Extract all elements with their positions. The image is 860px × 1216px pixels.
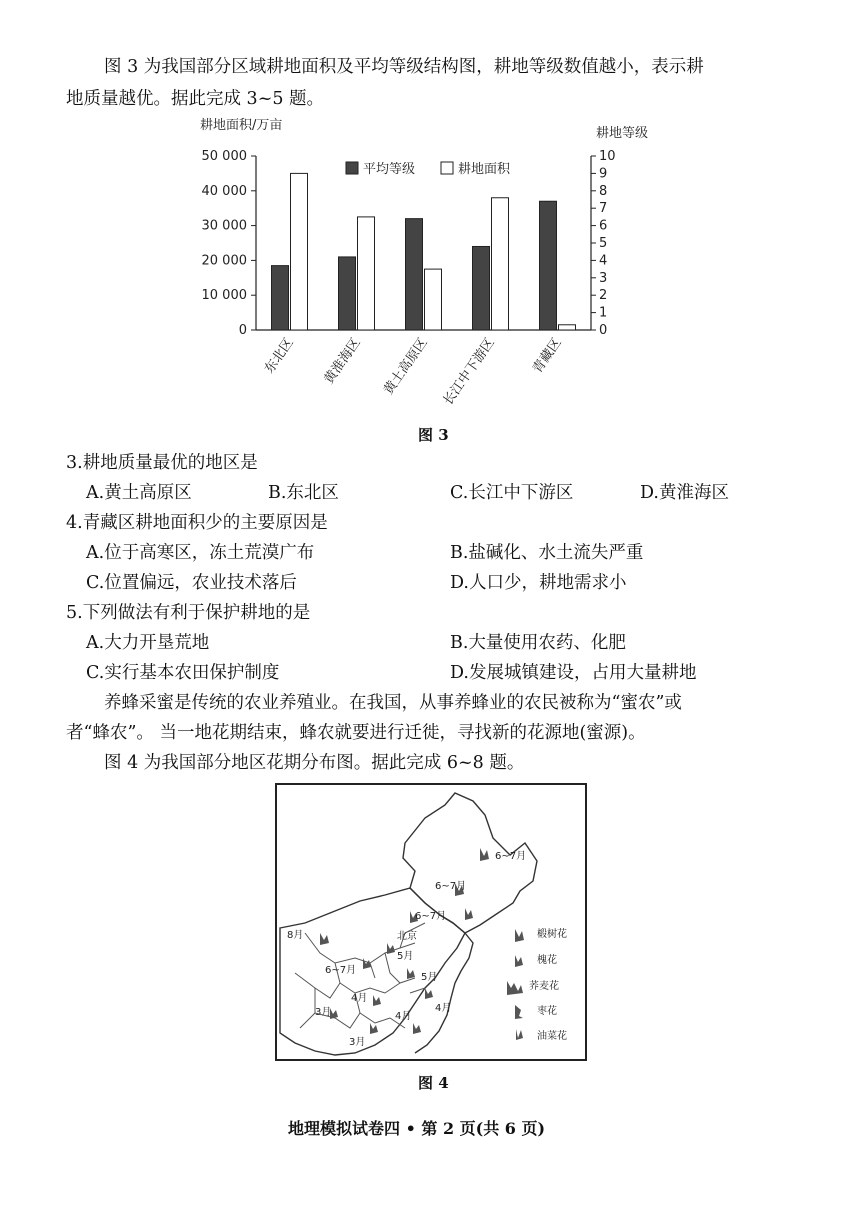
q4-option-b: B.盐碱化、水土流失严重 [450,543,644,563]
left-tick-label: 40 000 [201,183,247,199]
passage-line-3: 图 4 为我国部分地区花期分布图。据此完成 6~8 题。 [104,753,525,773]
left-tick-label: 30 000 [201,218,247,234]
legend-swatch-1 [346,162,358,174]
q3-option-b: B.东北区 [268,483,339,503]
left-tick-label: 0 [238,323,247,338]
category-label: 黄土高原区 [381,335,431,398]
right-tick-label: 6 [599,218,608,234]
legend-linden: 椴树花 [537,929,567,940]
legend-label-2: 耕地面积 [458,162,511,177]
q5-option-d: D.发展城镇建设，占用大量耕地 [450,663,697,683]
figure-3-caption: 图 3 [418,426,449,444]
right-tick-label: 10 [599,149,616,164]
intro-line-1: 图 3 为我国部分区域耕地面积及平均等级结构图，耕地等级数值越小，表示耕 [104,57,704,77]
right-axis-title: 耕地等级 [596,126,649,141]
right-tick-label: 5 [599,236,608,251]
category-label: 东北区 [262,335,297,377]
bar-grade-5 [540,201,557,330]
right-tick-label: 4 [599,253,608,269]
map-label-shanxi: 6~7月 [325,965,357,976]
map-label-west: 8月 [287,930,304,941]
passage-line-1: 养蜂采蜜是传统的农业养殖业。在我国，从事养蜂业的农民被称为“蜜农”或 [104,693,682,713]
figure-3-chart [186,112,706,412]
left-tick-label: 10 000 [201,288,247,304]
map-label-ne1: 6~7月 [495,851,527,862]
bar-grade-1 [272,266,289,330]
right-tick-label: 0 [599,323,608,338]
category-label: 长江中下游区 [440,335,498,409]
map-label-henan: 4月 [351,993,368,1004]
map-label-beijing: 北京 [397,931,417,942]
q4-stem: 4.青藏区耕地面积少的主要原因是 [66,513,328,533]
q4-option-c: C.位置偏远，农业技术落后 [86,573,297,593]
right-tick-label: 8 [599,183,608,199]
map-label-shandong: 5月 [421,972,438,983]
intro-line-2: 地质量越优。据此完成 3~5 题。 [66,89,325,109]
right-tick-label: 3 [599,270,608,286]
bar-grade-2 [339,257,356,330]
passage-line-2: 者“蜂农”。 当一地花期结束，蜂农就要进行迁徙，寻找新的花源地(蜜源)。 [66,723,646,743]
legend-jujube: 枣花 [537,1006,557,1017]
q3-stem: 3.耕地质量最优的地区是 [66,453,258,473]
bar-area-3 [425,269,442,330]
q3-option-c: C.长江中下游区 [450,483,574,503]
q3-option-d: D.黄淮海区 [640,483,729,503]
category-label: 青藏区 [530,335,565,377]
figure-4-caption: 图 4 [418,1074,449,1092]
category-label: 黄淮海区 [321,335,364,387]
bar-grade-4 [473,246,490,330]
left-axis-title: 耕地面积/万亩 [200,118,283,133]
q5-option-a: A.大力开垦荒地 [86,633,210,653]
right-tick-label: 9 [599,166,608,182]
bar-area-2 [358,217,375,330]
legend-rapeseed: 油菜花 [537,1031,567,1042]
right-tick-label: 1 [599,305,608,321]
legend-swatch-2 [441,162,453,174]
legend-label-1: 平均等级 [363,162,416,177]
right-tick-label: 2 [599,288,608,304]
legend-buckwheat: 荞麦花 [529,981,559,992]
legend-sophora: 槐花 [537,955,557,966]
bar-area-5 [559,325,576,330]
right-tick-label: 7 [599,201,608,217]
q3-option-a: A.黄土高原区 [86,483,192,503]
q5-stem: 5.下列做法有利于保护耕地的是 [66,603,311,623]
left-tick-label: 20 000 [201,253,247,269]
q5-option-b: B.大量使用农药、化肥 [450,633,626,653]
map-label-jiangsu: 4月 [435,1003,452,1014]
page-footer: 地理模拟试卷四 • 第 2 页(共 6 页) [288,1119,546,1138]
q5-option-c: C.实行基本农田保护制度 [86,663,280,683]
bar-grade-3 [406,219,423,330]
map-label-ne2: 6~7月 [435,881,467,892]
left-tick-label: 50 000 [201,149,247,164]
map-label-sichuan: 3月 [315,1007,332,1018]
bar-area-1 [291,173,308,330]
figure-4-map [275,783,587,1061]
q4-option-d: D.人口少，耕地需求小 [450,573,627,593]
map-label-hubei: 3月 [349,1037,366,1048]
bar-area-4 [492,198,509,330]
map-label-anhui: 4月 [395,1011,412,1022]
q4-option-a: A.位于高寒区，冻土荒漠广布 [86,543,315,563]
map-label-ne3: 6~7月 [415,911,447,922]
map-label-hebei: 5月 [397,951,414,962]
